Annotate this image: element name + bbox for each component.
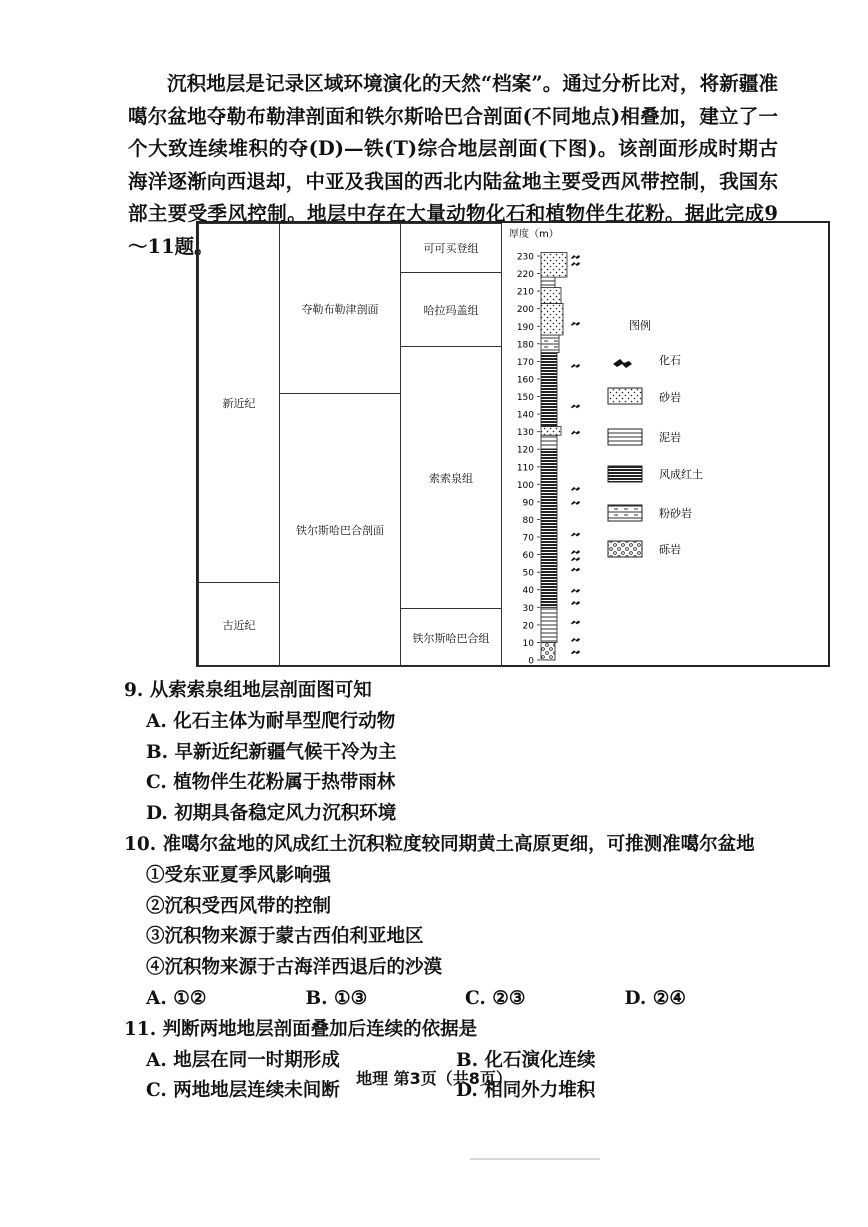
thickness-tick-label: 80 bbox=[522, 516, 534, 526]
fossil-marker-icon bbox=[571, 550, 580, 554]
fossil-marker-icon bbox=[571, 638, 580, 642]
q10-option-d: D. ②④ bbox=[624, 987, 686, 1009]
strat-layer bbox=[541, 303, 563, 335]
fossil-marker-icon bbox=[571, 322, 580, 326]
legend-sandstone bbox=[608, 388, 681, 404]
thickness-tick-label: 190 bbox=[516, 322, 534, 333]
era-neogene-label: 新近纪 bbox=[222, 397, 256, 410]
conglomerate-swatch bbox=[608, 541, 642, 557]
strat-layer bbox=[541, 449, 557, 554]
group-kekemaideng-label: 可可买登组 bbox=[423, 242, 479, 255]
strat-layer bbox=[541, 253, 567, 278]
thickness-tick-label: 120 bbox=[516, 445, 534, 456]
fossil-marker-icon bbox=[571, 650, 580, 654]
fossil-marker-icon bbox=[571, 601, 580, 605]
fossil-marker-icon bbox=[571, 620, 580, 624]
fossil-marker-icon bbox=[571, 557, 580, 561]
strat-layer bbox=[541, 435, 557, 449]
thickness-tick-label: 10 bbox=[522, 638, 534, 649]
thickness-tick-label: 20 bbox=[522, 621, 534, 632]
q11-option-d: D. 相同外力堆积 bbox=[456, 1080, 596, 1102]
sandstone-swatch bbox=[608, 388, 642, 404]
legend-mudstone-label: 泥岩 bbox=[659, 431, 681, 444]
era-neogene-cell bbox=[198, 223, 280, 583]
thickness-tick-label: 170 bbox=[516, 357, 534, 368]
era-paleogene-label: 古近纪 bbox=[222, 618, 256, 632]
q9-option-d: D. 初期具备稳定风力沉积环境 bbox=[146, 803, 397, 825]
q10-statement-3: ③沉积物来源于蒙古西伯利亚地区 bbox=[146, 926, 424, 948]
legend-conglomerate-label: 砾岩 bbox=[659, 543, 681, 556]
legend-title: 图例 bbox=[629, 319, 651, 332]
mudstone-swatch bbox=[608, 429, 642, 445]
group-halamagai-cell bbox=[400, 272, 502, 347]
thickness-tick-label: 70 bbox=[522, 533, 534, 544]
legend-red-clay bbox=[608, 466, 703, 482]
era-paleogene-cell bbox=[198, 582, 280, 667]
thickness-tick-label: 150 bbox=[516, 393, 534, 403]
fossil-marker-icon bbox=[571, 533, 580, 537]
fossil-marker-icon bbox=[571, 568, 580, 572]
group-tieersihabahe-label: 铁尔斯哈巴合组 bbox=[412, 631, 490, 645]
q10-statement-2: ②沉积受西风带的控制 bbox=[146, 895, 332, 917]
group-halamagai-label: 哈拉玛盖组 bbox=[423, 303, 479, 317]
section-d-cell bbox=[279, 223, 401, 394]
q10-options bbox=[124, 984, 784, 1015]
thickness-tick-label: 140 bbox=[516, 410, 534, 421]
strat-layer bbox=[541, 288, 561, 304]
thickness-tick-label: 30 bbox=[522, 603, 534, 614]
section-t-label: 铁尔斯哈巴合剖面 bbox=[296, 524, 384, 537]
q10-statement-1: ①受东亚夏季风影响强 bbox=[146, 864, 332, 886]
fossil-marker-icon bbox=[571, 404, 580, 408]
page-footer: 地理 第3页（共8页） bbox=[356, 1069, 512, 1088]
q9-stem: 9. 从索索泉组地层剖面图可知 bbox=[124, 680, 372, 701]
section-t-cell bbox=[279, 393, 401, 667]
strat-column-svg bbox=[501, 223, 828, 665]
intro-text: 沉积地层是记录区域环境演化的天然“档案”。通过分析比对，将新疆准噶尔盆地夺勒布勒津剖面和铁尔斯哈巴合剖面(不同地点)相叠加，建立了一个大致连续堆积的夺(D)—铁(T)综合地层剖面(下图)。该剖面形成时期古海洋逐渐向西退却，中亚及我国的西北内陆盆地主要受西风带控制，我国东部主要受季风控制。地层中存在大量动物化石和植物伴生花粉。据此完成9～11题。 bbox=[128, 72, 778, 258]
q11-option-c: C. 两地地层连续未间断 bbox=[146, 1080, 340, 1102]
q11-option-b: B. 化石演化连续 bbox=[456, 1049, 596, 1071]
group-suosuoquan-cell bbox=[400, 346, 502, 609]
thickness-tick-label: 110 bbox=[516, 463, 534, 474]
legend-red-clay-label: 风成红土 bbox=[659, 468, 703, 481]
thickness-tick-label: 40 bbox=[522, 586, 534, 597]
fossil-marker-icon bbox=[571, 255, 580, 259]
q11-option-a: A. 地层在同一时期形成 bbox=[146, 1049, 340, 1071]
thickness-axis-label: 厚度（m） bbox=[509, 229, 559, 240]
thickness-tick-label: 130 bbox=[516, 428, 534, 439]
legend-sandstone-label: 砂岩 bbox=[659, 391, 681, 404]
thickness-tick-label: 50 bbox=[522, 568, 534, 579]
thickness-tick-label: 210 bbox=[516, 287, 534, 298]
fossil-marker-icon bbox=[571, 487, 580, 491]
red-clay-swatch bbox=[608, 466, 642, 482]
stratigraphic-figure bbox=[196, 221, 830, 667]
legend-siltstone bbox=[608, 505, 692, 521]
strat-layer bbox=[541, 555, 557, 608]
q10-stem: 10. 准噶尔盆地的风成红土沉积粒度较同期黄土高原更细，可推测准噶尔盆地 bbox=[124, 833, 755, 855]
thickness-tick-label: 60 bbox=[522, 551, 534, 562]
legend-mudstone bbox=[608, 429, 681, 445]
q9-option-b: B. 早新近纪新疆气候干冷为主 bbox=[146, 741, 397, 763]
q10-statement-4: ④沉积物来源于古海洋西退后的沙漠 bbox=[146, 957, 443, 979]
fossil-marker-icon bbox=[571, 431, 580, 435]
group-tieersihabahe-cell bbox=[400, 608, 502, 667]
thickness-tick-label: 160 bbox=[516, 375, 534, 386]
thickness-tick-label: 0 bbox=[528, 656, 534, 665]
strat-layer bbox=[541, 426, 561, 435]
thickness-tick-label: 100 bbox=[516, 480, 534, 491]
strat-layer bbox=[541, 353, 557, 427]
strat-layer bbox=[541, 335, 559, 353]
thickness-tick-label: 200 bbox=[516, 305, 534, 316]
group-suosuoquan-label: 索索泉组 bbox=[429, 471, 473, 485]
q9-option-a: A. 化石主体为耐旱型爬行动物 bbox=[146, 710, 396, 732]
section-d-label: 夺勒布勒津剖面 bbox=[301, 302, 379, 316]
legend-siltstone-label: 粉砂岩 bbox=[659, 507, 692, 520]
legend-fossil bbox=[613, 353, 681, 368]
fossil-marker-icon bbox=[571, 501, 580, 505]
strat-layer bbox=[541, 607, 557, 642]
strat-layer bbox=[541, 642, 555, 660]
siltstone-swatch bbox=[608, 505, 642, 521]
legend-fossil-label: 化石 bbox=[659, 354, 681, 367]
questions-block bbox=[124, 676, 784, 1107]
thickness-tick-label: 90 bbox=[522, 498, 534, 509]
fossil-marker-icon bbox=[571, 364, 580, 368]
legend-conglomerate bbox=[608, 541, 681, 557]
thickness-tick-label: 180 bbox=[516, 340, 534, 351]
scan-smudge bbox=[470, 1158, 600, 1160]
group-kekemaideng-cell bbox=[400, 223, 502, 273]
strat-layer bbox=[541, 277, 555, 288]
thickness-tick-label: 220 bbox=[516, 270, 534, 281]
q10-option-c: C. ②③ bbox=[465, 987, 526, 1009]
q9-option-c: C. 植物伴生花粉属于热带雨林 bbox=[146, 772, 396, 794]
q10-option-a: A. ①② bbox=[146, 987, 207, 1009]
q11-stem: 11. 判断两地地层剖面叠加后连续的依据是 bbox=[124, 1018, 478, 1040]
fossil-marker-icon bbox=[571, 262, 580, 266]
fossil-icon bbox=[613, 359, 632, 368]
thickness-tick-label: 230 bbox=[516, 252, 534, 263]
q10-option-b: B. ①③ bbox=[305, 987, 368, 1009]
fossil-marker-icon bbox=[571, 589, 580, 593]
